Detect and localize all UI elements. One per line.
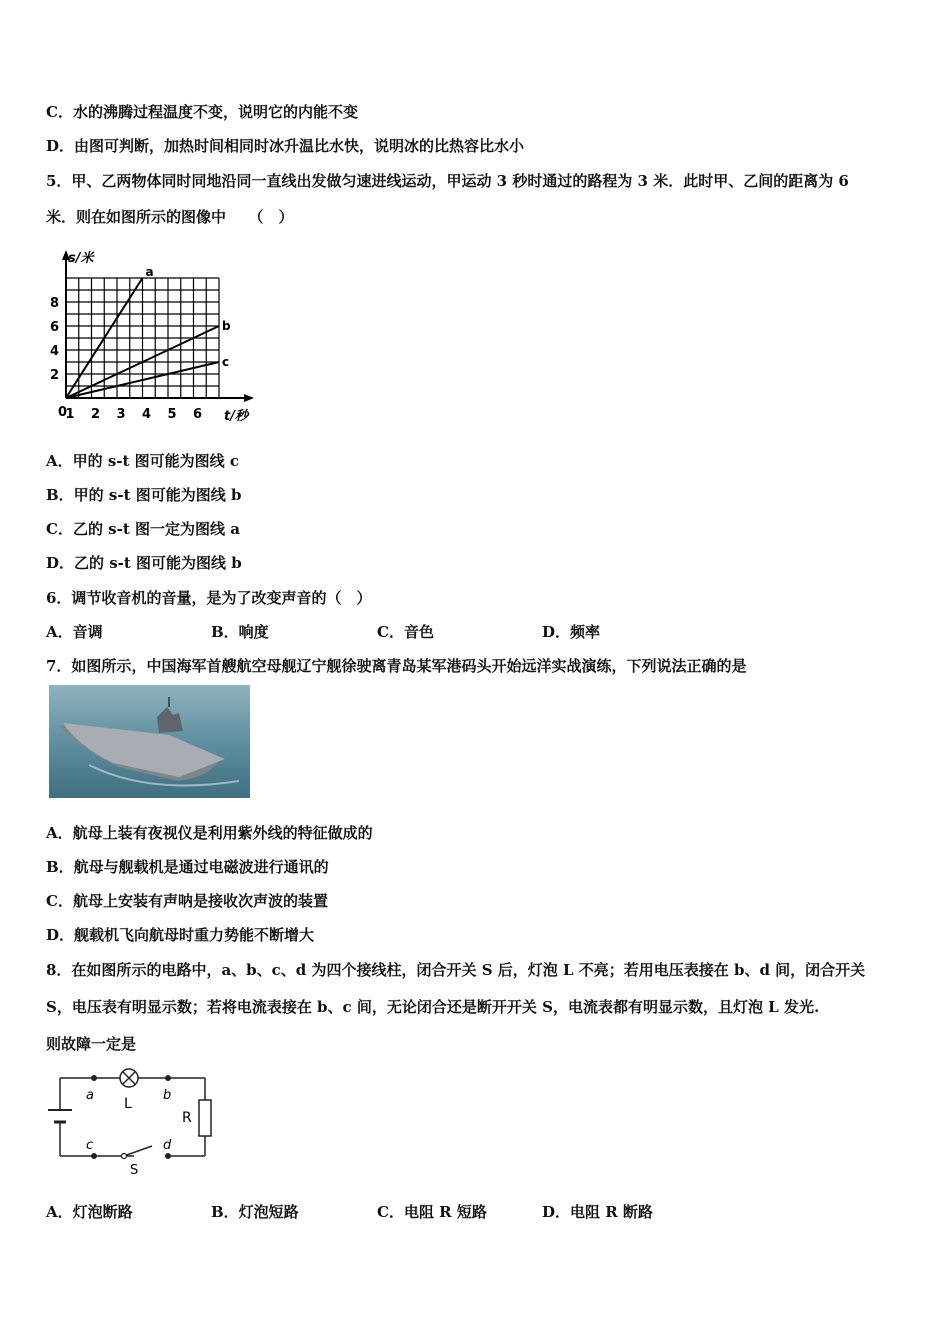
y-tick-label: 4 [50, 344, 60, 359]
label-resistor: R [182, 1110, 192, 1126]
label-b: b [163, 1088, 172, 1103]
q4-option-c: C．水的沸腾过程温度不变，说明它的内能不变 [46, 103, 358, 121]
label-switch: S [130, 1163, 139, 1176]
y-tick-label: 8 [50, 296, 60, 311]
q6-option-c: C．音色 [377, 623, 434, 641]
label-lamp: L [124, 1096, 132, 1112]
q8-stem-line1: 8．在如图所示的电路中，a、b、c、d 为四个接线柱，闭合开关 S 后，灯泡 L 不亮；若用电压表接在 b、d 间，闭合开关 [46, 961, 866, 979]
q6-option-b: B．响度 [211, 623, 269, 641]
label-c: c [86, 1138, 94, 1153]
q7-option-a: A．航母上装有夜视仪是利用紫外线的特征做成的 [46, 824, 373, 842]
q5-stem-line2: 米．则在如图所示的图像中 （ ） [46, 208, 294, 226]
series-label-c: c [222, 355, 230, 369]
q5-option-c: C．乙的 s-t 图一定为图线 a [46, 520, 240, 538]
terminal-c-dot [91, 1153, 97, 1159]
x-tick-label: 4 [142, 407, 152, 422]
q8-stem-line3: 则故障一定是 [46, 1035, 137, 1053]
q8-circuit-diagram [44, 1064, 224, 1180]
switch-pivot [122, 1154, 127, 1159]
series-label-b: b [222, 319, 231, 333]
q5-option-b: B．甲的 s-t 图可能为图线 b [46, 486, 242, 504]
q4-option-d: D．由图可判断，加热时间相同时冰升温比水快，说明冰的比热容比水小 [46, 137, 525, 155]
graph-origin-label: 0 [58, 405, 68, 420]
x-tick-label: 1 [65, 407, 75, 422]
x-tick-label: 3 [116, 407, 126, 422]
terminal-d-dot [165, 1153, 171, 1159]
q5-option-d: D．乙的 s-t 图可能为图线 b [46, 554, 242, 572]
q7-stem: 7．如图所示，中国海军首艘航空母舰辽宁舰徐驶离青岛某军港码头开始远洋实战演练，下列说法正确的是 [46, 657, 747, 675]
q7-option-c: C．航母上安装有声呐是接收次声波的装置 [46, 892, 328, 910]
terminal-b-dot [165, 1075, 171, 1081]
y-tick-label: 6 [50, 320, 60, 335]
graph-x-label: t/秒 [224, 409, 248, 424]
q7-option-d: D．舰载机飞向航母时重力势能不断增大 [46, 926, 315, 944]
x-tick-label: 2 [91, 407, 101, 422]
y-tick-label: 2 [50, 368, 60, 383]
x-tick-label: 5 [167, 407, 177, 422]
terminal-a-dot [91, 1075, 97, 1081]
q7-aircraft-carrier-photo [49, 685, 250, 802]
q8-option-d: D．电阻 R 断路 [542, 1203, 653, 1221]
graph-y-label: s/米 [68, 251, 94, 266]
q6-option-d: D．频率 [542, 623, 601, 641]
q5-stem-line1: 5．甲、乙两物体同时同地沿同一直线出发做匀速进线运动，甲运动 3 秒时通过的路程为 3 米．此时甲、乙间的距离为 6 [46, 172, 849, 190]
series-label-a: a [145, 265, 154, 279]
q5-st-graph [44, 248, 259, 432]
label-d: d [163, 1138, 172, 1153]
q8-option-b: B．灯泡短路 [211, 1203, 299, 1221]
label-a: a [86, 1088, 94, 1103]
q6-stem: 6．调节收音机的音量，是为了改变声音的（ ） [46, 589, 372, 607]
q6-option-a: A．音调 [46, 623, 103, 641]
q8-stem-line2: S，电压表有明显示数；若将电流表接在 b、c 间，无论闭合还是断开开关 S，电流表都有明显示数，且灯泡 L 发光. [46, 998, 820, 1016]
x-tick-label: 6 [193, 407, 203, 422]
q5-option-a: A．甲的 s-t 图可能为图线 c [46, 452, 240, 470]
q8-option-a: A．灯泡断路 [46, 1203, 133, 1221]
q8-option-c: C．电阻 R 短路 [377, 1203, 487, 1221]
resistor-symbol [199, 1100, 211, 1136]
q7-option-b: B．航母与舰载机是通过电磁波进行通讯的 [46, 858, 329, 876]
lamp-symbol [120, 1069, 138, 1087]
